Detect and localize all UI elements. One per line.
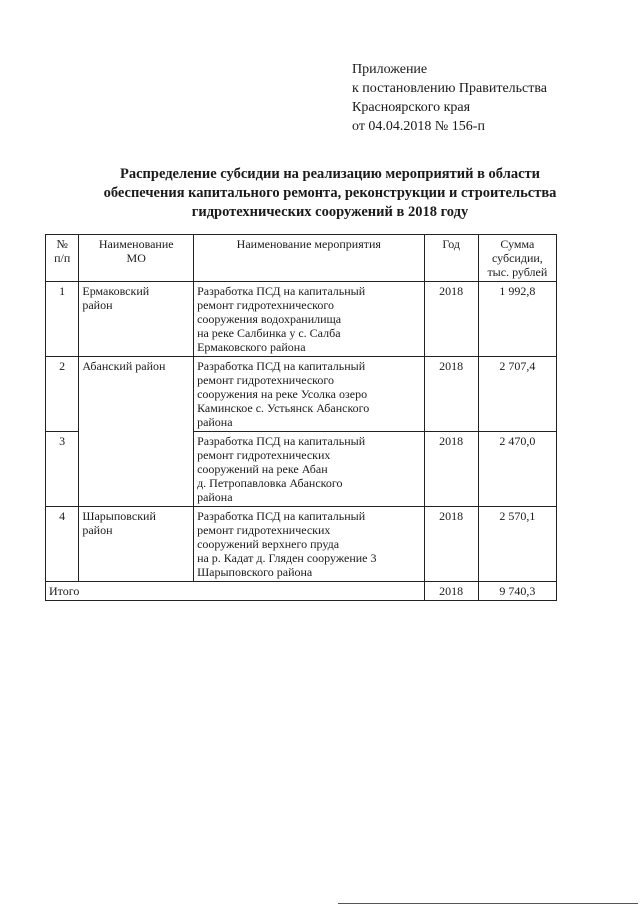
appendix-line: Приложение xyxy=(352,62,428,77)
appendix-line: от 04.04.2018 № 156-п xyxy=(352,119,485,134)
row-event: Разработка ПСД на капитальный ремонт гидротехнических сооружений верхнего пруда на р. Кадат д. Гляден сооружение 3 Шарыповского района xyxy=(194,507,424,582)
row-mo: Шарыповский район xyxy=(79,507,194,582)
row-event: Разработка ПСД на капитальный ремонт гидротехнического сооружения водохранилища на реке Салбинка у с. Салба Ермаковского района xyxy=(194,282,424,357)
row-sum: 2 470,0 xyxy=(478,432,556,507)
row-no: 4 xyxy=(46,507,79,582)
header-sum: Сумма субсидии, тыс. рублей xyxy=(478,235,556,282)
total-sum: 9 740,3 xyxy=(478,582,556,601)
row-year: 2018 xyxy=(424,507,478,582)
row-sum: 1 992,8 xyxy=(478,282,556,357)
document-title: Распределение субсидии на реализацию мероприятий в области обеспечения капитального ремонта, реконструкции и строительства гидротехнических сооружений в 2018 году xyxy=(103,166,557,220)
row-mo: Ермаковский район xyxy=(79,282,194,357)
header-year: Год xyxy=(424,235,478,282)
header-event: Наименование мероприятия xyxy=(194,235,424,282)
appendix-line: Красноярского края xyxy=(352,100,471,115)
row-year: 2018 xyxy=(424,357,478,432)
total-year: 2018 xyxy=(424,582,478,601)
table-row xyxy=(46,357,557,432)
row-event: Разработка ПСД на капитальный ремонт гидротехнических сооружений на реке Абан д. Петропавловка Абанского района xyxy=(194,432,424,507)
row-sum: 2 570,1 xyxy=(478,507,556,582)
total-label: Итого xyxy=(46,582,425,601)
row-mo: Абанский район xyxy=(79,357,194,507)
table-row xyxy=(46,282,557,357)
appendix-header xyxy=(352,60,547,136)
table-header-row xyxy=(46,235,557,282)
header-no: № п/п xyxy=(46,235,79,282)
appendix-line: к постановлению Правительства xyxy=(352,81,548,96)
subsidy-table xyxy=(45,234,557,601)
row-year: 2018 xyxy=(424,282,478,357)
total-row xyxy=(46,582,557,601)
scan-edge-line xyxy=(338,903,638,904)
row-no: 3 xyxy=(46,432,79,507)
row-year: 2018 xyxy=(424,432,478,507)
header-mo: Наименование МО xyxy=(79,235,194,282)
row-no: 1 xyxy=(46,282,79,357)
row-no: 2 xyxy=(46,357,79,432)
table-row xyxy=(46,507,557,582)
row-event: Разработка ПСД на капитальный ремонт гидротехнического сооружения на реке Усолка озеро Каминское с. Устьянск Абанского района xyxy=(194,357,424,432)
row-sum: 2 707,4 xyxy=(478,357,556,432)
